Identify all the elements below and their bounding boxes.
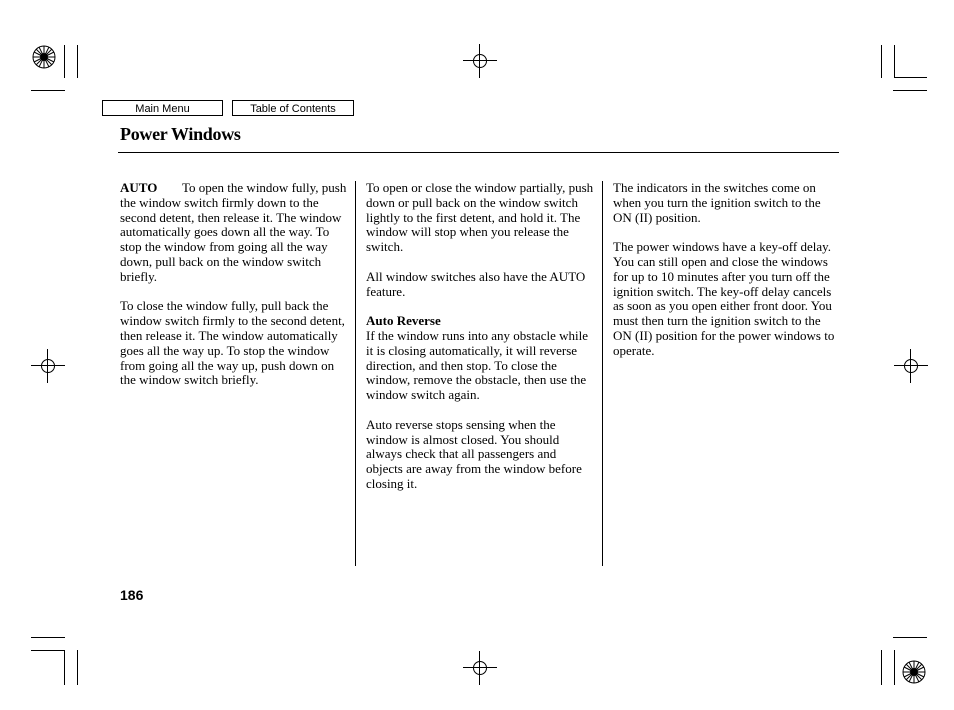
auto-feature-paragraph: All window switches also have the AUTO feature. (366, 268, 586, 299)
registration-crosshair-icon (894, 349, 928, 383)
auto-label: AUTO (120, 180, 158, 195)
table-of-contents-button[interactable]: Table of Contents (232, 100, 354, 116)
registration-crosshair-icon (31, 349, 65, 383)
indicators-paragraph: The indicators in the switches come on when you turn the ignition switch to the ON (II) position. (613, 180, 821, 225)
registration-crosshair-icon (463, 44, 497, 78)
auto-reverse-paragraph: If the window runs into any obstacle while it is closing automatically, it will reverse direction, and then stop. To close the window, remove the obstacle, then use the window switch again. (366, 327, 589, 403)
starburst-target-icon (32, 45, 56, 69)
key-off-delay-paragraph: The power windows have a key-off delay. You can still open and close the windows for up to 10 minutes after you turn off the ignition switch. The key-off delay cancels as soon as you open either front door. You must then turn the ignition switch to the ON (II) position for the power windows to operate. (613, 239, 835, 358)
starburst-target-icon (902, 660, 926, 684)
column-right (613, 181, 841, 373)
page-title: Power Windows (120, 124, 241, 144)
auto-paragraph: AUTO To open the window fully, push the window switch firmly down to the second detent, then release it. The window automatically goes down all the way. To stop the window from going all the way down, pull back on the window switch briefly. (120, 180, 347, 284)
close-window-paragraph: To close the window fully, pull back the window switch firmly to the second detent, then release it. The window automatically goes all the way up. To stop the window from going all the way up, push down on the window switch briefly. (120, 298, 345, 388)
auto-reverse-sensing-paragraph: Auto reverse stops sensing when the window is almost closed. You should always check that all passengers and objects are away from the window before closing it. (366, 416, 582, 491)
partial-open-paragraph: To open or close the window partially, push down or pull back on the window switch lightly to the first detent, and hold it. The window will stop when you release the switch. (366, 180, 594, 255)
column-middle (366, 181, 594, 507)
column-divider (602, 181, 603, 566)
auto-reverse-heading: Auto Reverse (366, 313, 441, 329)
title-divider (118, 152, 839, 153)
main-menu-button[interactable]: Main Menu (102, 100, 223, 116)
page-number: 186 (120, 587, 144, 603)
column-divider (355, 181, 356, 566)
registration-crosshair-icon (463, 651, 497, 685)
column-left (120, 181, 348, 403)
